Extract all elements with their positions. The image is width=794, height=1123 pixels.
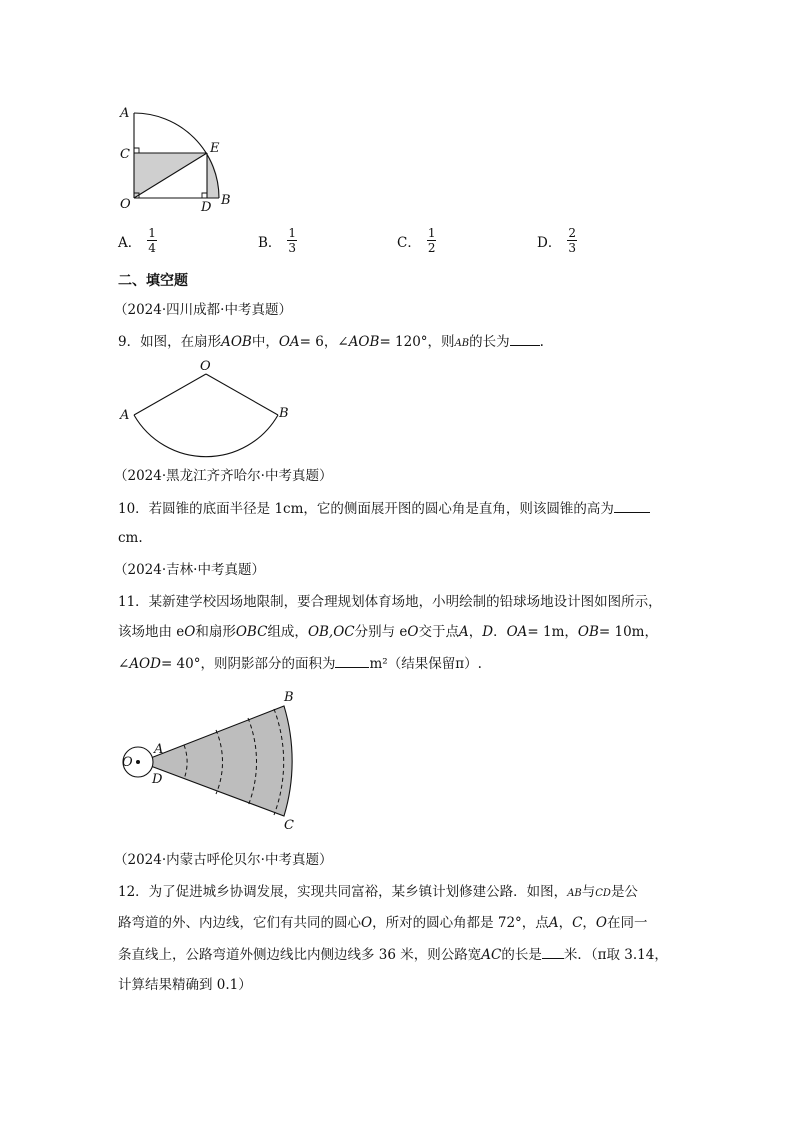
q11-line2: 该场地由 eO和扇形OBC组成，OB,OC分别与 eO交于点A，D．OA= 1m，OB= 10m， [118, 624, 658, 640]
option-b[interactable] [258, 226, 297, 255]
q11-label-a: A [154, 742, 164, 757]
option-a-fraction: $\frac{1}{4}$ [148, 226, 156, 255]
q12-source: （2024·内蒙古呼伦贝尔·中考真题） [114, 852, 333, 868]
option-b-fraction: $\frac{1}{3}$ [288, 226, 297, 255]
q8-figure [112, 100, 242, 220]
q9-answer-blank[interactable] [510, 331, 540, 346]
q11-answer-blank[interactable] [335, 653, 369, 668]
q11-line3: ∠AOD= 40°，则阴影部分的面积为 m²（结果保留π）. [118, 653, 482, 674]
q8-label-e: E [210, 141, 220, 156]
option-b-letter: B． [258, 234, 282, 251]
q8-label-d: D [201, 200, 212, 215]
option-d-fraction: $\frac{2}{3}$ [568, 226, 576, 255]
q10-answer-blank[interactable] [614, 498, 650, 513]
q8-label-a: A [120, 106, 130, 121]
q11-label-d: D [152, 772, 163, 787]
q10-source: （2024·黑龙江齐齐哈尔·中考真题） [114, 468, 333, 484]
q11-figure [112, 685, 312, 835]
option-d[interactable] [537, 226, 577, 255]
q8-label-c: C [120, 147, 130, 162]
q11-label-c: C [284, 818, 294, 833]
q10-line2: cm. [118, 530, 143, 546]
q12-line2: 路弯道的外、内边线，它们有共同的圆心O，所对的圆心角都是 72°，点A，C，O在同一 [118, 915, 648, 931]
q9-label-a: A [120, 408, 130, 423]
option-d-letter: D． [537, 234, 562, 251]
option-a[interactable] [118, 226, 157, 255]
q11-label-b: B [284, 690, 294, 705]
q9-figure [112, 355, 302, 465]
option-c-letter: C． [397, 234, 421, 251]
q8-label-o: O [120, 197, 131, 212]
q12-line4: 计算结果精确到 0.1） [118, 977, 252, 993]
q11-label-o: O [122, 755, 133, 770]
option-c[interactable] [397, 226, 436, 255]
q8-label-b: B [221, 193, 231, 208]
q9-label-b: B [279, 406, 289, 421]
q12-line1: 12．为了促进城乡协调发展，实现共同富裕，某乡镇计划修建公路．如图，AB与CD是公 [118, 884, 638, 900]
q9-arc-ab: AB [454, 338, 470, 349]
option-a-letter: A． [118, 234, 142, 251]
section-title: 二、填空题 [118, 273, 188, 289]
q10-line1: 10．若圆锥的底面半径是 1cm，它的侧面展开图的圆心角是直角，则该圆锥的高为 [118, 498, 650, 519]
q9-text: 9．如图，在扇形AOB中，OA= 6，∠AOB= 120°，则AB的长为 . [118, 331, 544, 354]
q8-shaded-segment [207, 153, 219, 198]
q9-source: （2024·四川成都·中考真题） [114, 302, 292, 318]
q12-answer-blank[interactable] [542, 944, 564, 959]
q11-source: （2024·吉林·中考真题） [114, 562, 265, 578]
q12-line3: 条直线上，公路弯道外侧边线比内侧边线多 36 米，则公路宽AC的长是 米．（π取 3.14， [118, 944, 668, 965]
q9-label-o: O [200, 359, 211, 374]
q11-line1: 11．某新建学校因场地限制，要合理规划体育场地，小明绘制的铅球场地设计图如图所示， [118, 594, 662, 610]
option-c-fraction: $\frac{1}{2}$ [427, 226, 436, 255]
